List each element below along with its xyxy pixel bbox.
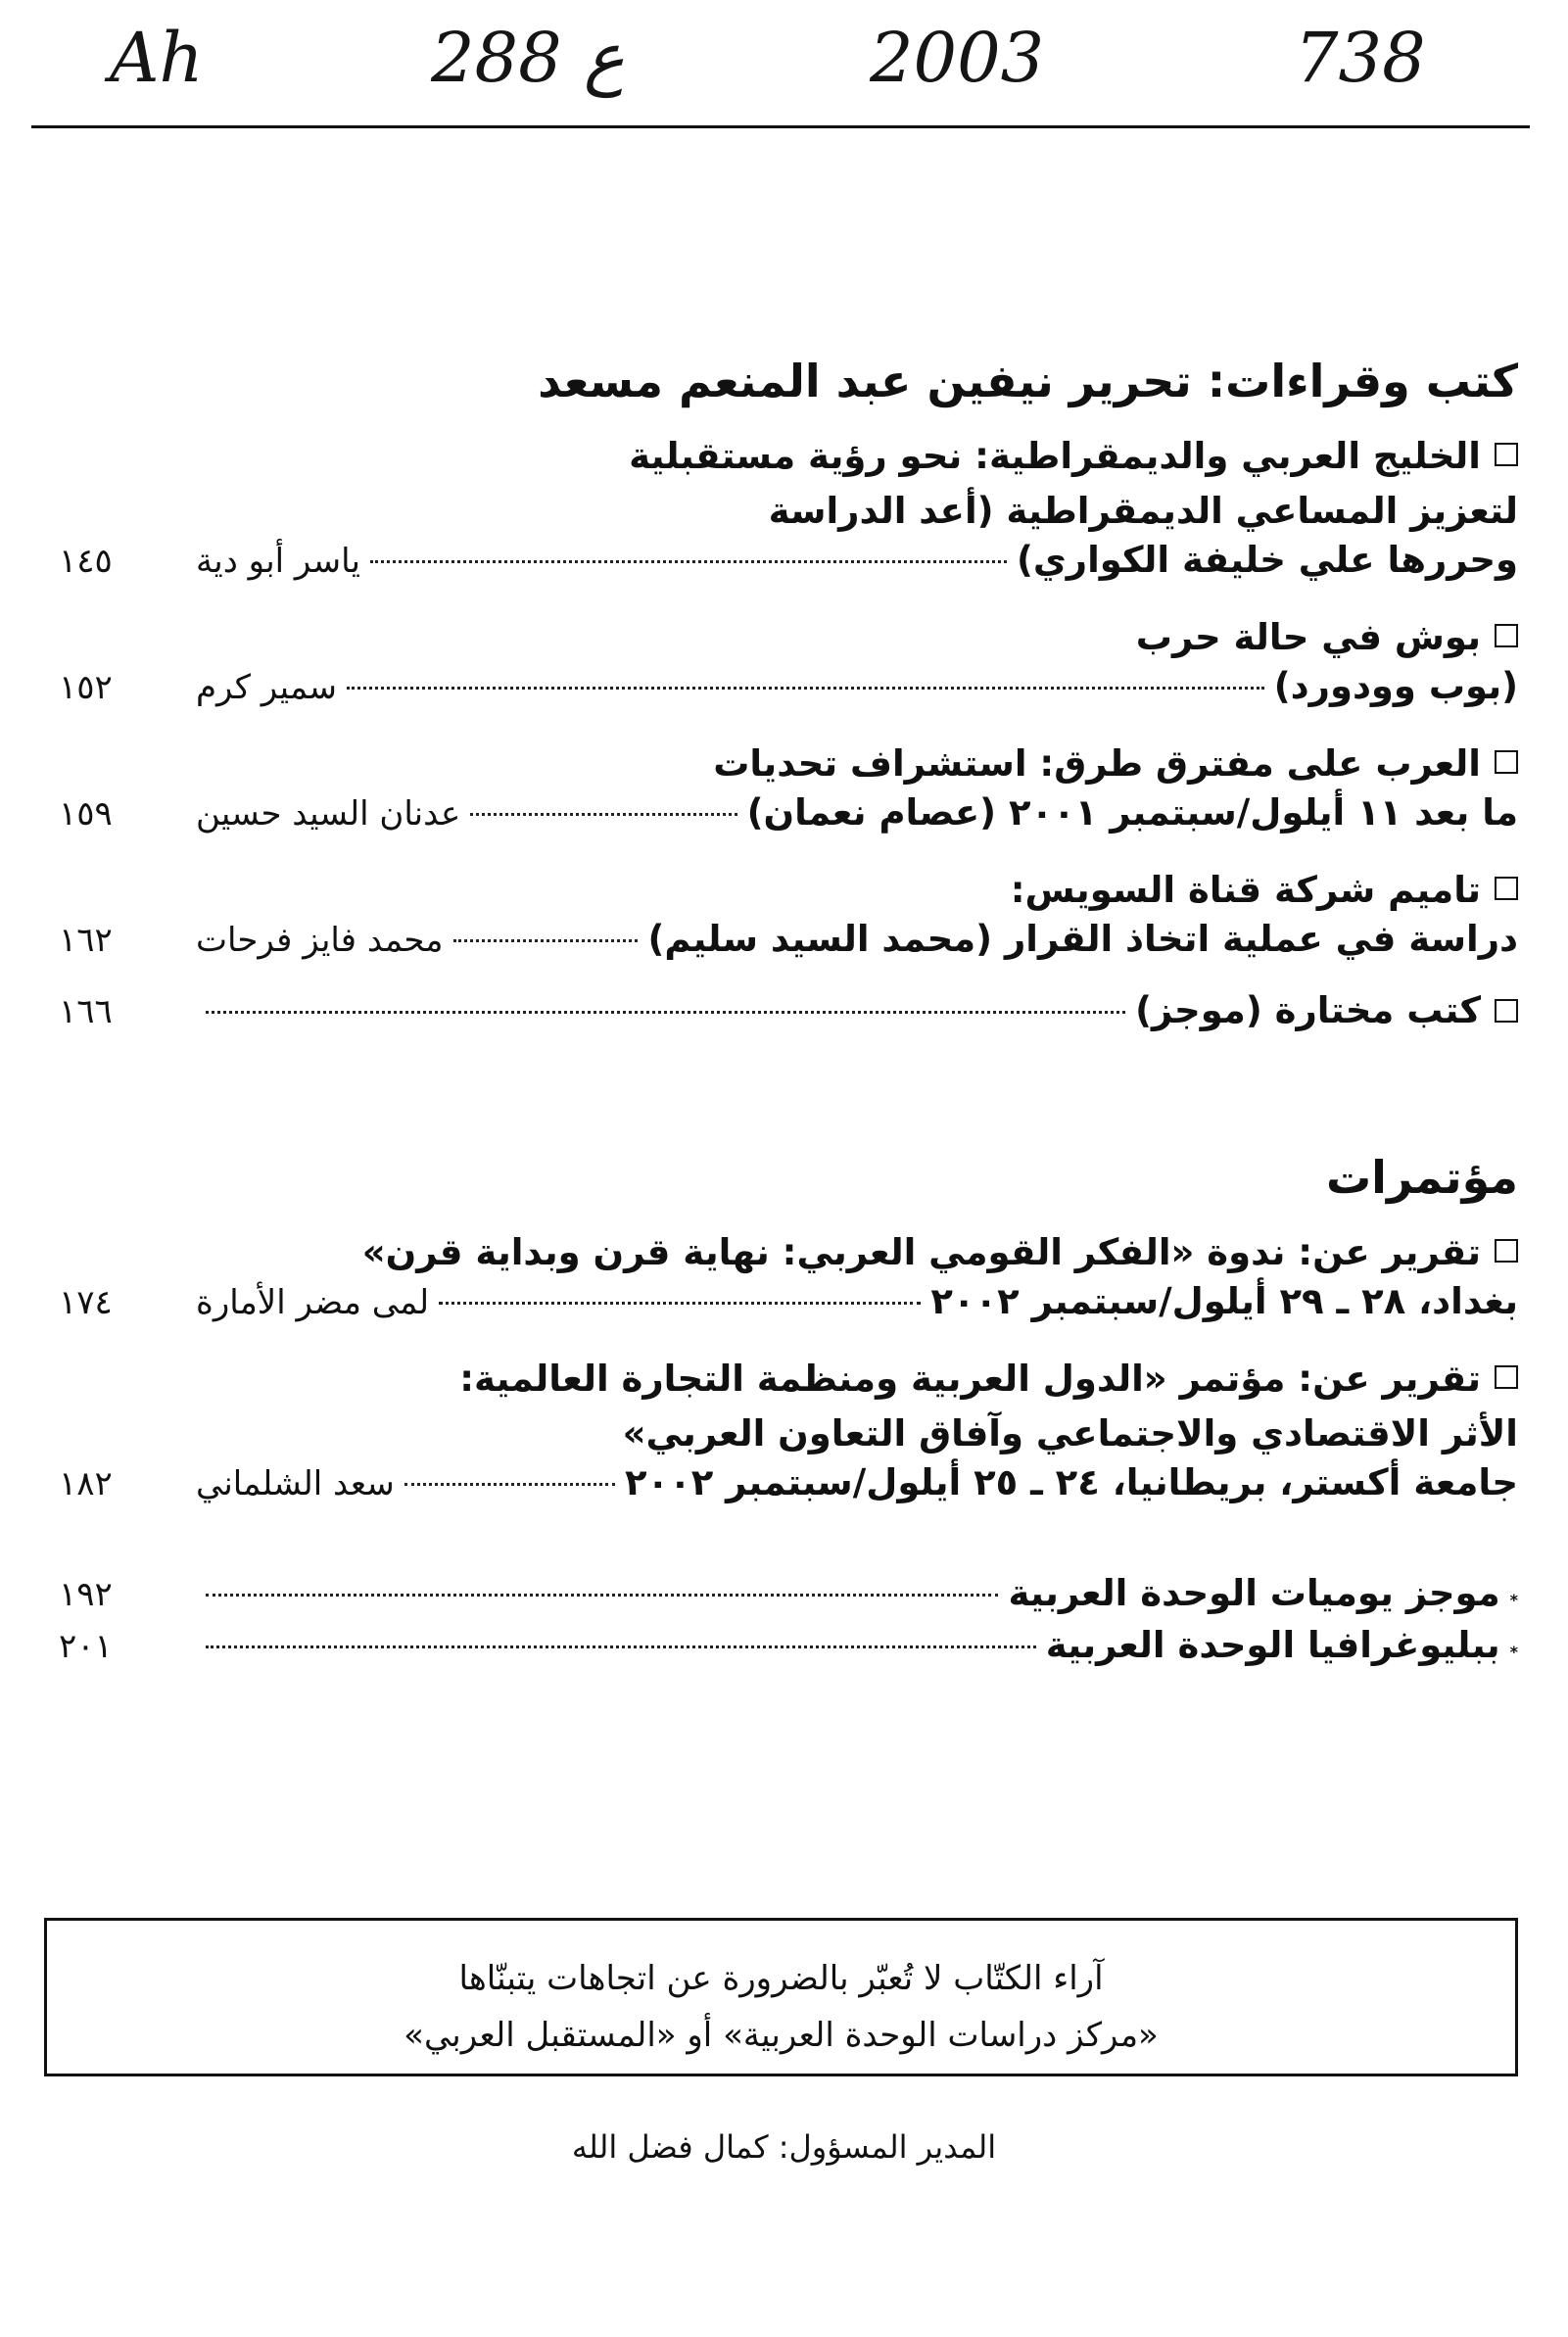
toc-entry-line [59,737,1518,791]
toc-entry-line [59,1352,1518,1407]
toc-entry-text: العرب على مفترق طرق: استشراف تحديات [713,741,1481,785]
dot-leader [206,1594,998,1597]
toc-entry-line [59,484,1518,539]
dot-leader [206,1645,1036,1648]
toc-entry-page: ١٨٢ [59,1463,113,1503]
toc-entry-author: سعد الشلماني [196,1463,395,1503]
asterisk-icon: * [1509,1642,1518,1661]
toc-entry-author: ياسر أبو دية [196,541,360,581]
toc-entry-title: دراسة في عملية اتخاذ القرار (محمد السيد سليم) [647,917,1518,960]
checkbox-square-icon [1495,999,1518,1023]
handwritten-note: 2003 [870,18,1045,98]
toc-entry-author: محمد فايز فرحات [196,920,444,960]
disclaimer-line: «مركز دراسات الوحدة العربية» أو «المستقبل العربي» [404,2016,1159,2055]
dot-leader [470,813,736,816]
toc-entry [59,610,1518,707]
toc-entry-page: ١٦٢ [59,920,113,960]
checkbox-square-icon [1495,443,1518,466]
handwritten-note: 738 [1295,18,1426,98]
toc-entry-line [59,863,1518,918]
toc-entry [59,989,1518,1031]
asterisk-icon: * [1509,1590,1518,1609]
toc-entry-page: ١٧٤ [59,1282,113,1322]
managing-director: المدير المسؤول: كمال فضل الله [571,2128,997,2166]
books-editor: تحرير نيفين عبد المنعم مسعد [538,355,1192,407]
toc-entry-text: تقرير عن: ندوة «الفكر القومي العربي: نهاية قرن وبداية قرن» [361,1230,1481,1273]
dot-leader [439,1302,921,1305]
toc-entry-text: الخليج العربي والديمقراطية: نحو رؤية مستقبلية [629,434,1481,477]
dot-leader [206,1011,1125,1014]
checkbox-square-icon [1495,1239,1518,1263]
extra-entry-page: ٢٠١ [59,1626,113,1666]
disclaimer-line: آراء الكتّاب لا تُعبّر بالضرورة عن اتجاهات يتبنّاها [458,1959,1104,1998]
toc-entry-title: ما بعد ١١ أيلول/سبتمبر ٢٠٠١ (عصام نعمان) [746,790,1518,834]
toc-entry-line [59,429,1518,484]
toc-entry-last-line [59,989,1518,1031]
toc-entry-last-line [59,791,1518,834]
toc-entry [59,737,1518,834]
toc-entry-page: ١٥٢ [59,667,113,707]
toc-entry-line [59,1407,1518,1461]
toc-entry [59,1225,1518,1322]
books-title: كتب وقراءات: [1207,355,1518,407]
section-gap [59,1061,1518,1149]
table-of-contents [59,353,1518,1676]
toc-entry-title: (بوب وودورد) [1273,664,1518,707]
books-section-title [59,353,1518,411]
checkbox-square-icon [1495,750,1518,774]
toc-entry-author: سمير كرم [196,667,337,707]
dot-leader [453,939,639,942]
toc-entry-last-line [59,665,1518,707]
toc-entry-page: ١٤٥ [59,541,113,581]
extra-entry [59,1572,1518,1614]
toc-entry-author: عدنان السيد حسين [196,793,461,834]
toc-entry-line [59,1225,1518,1280]
extra-entry [59,1624,1518,1666]
dot-leader [404,1483,615,1486]
checkbox-square-icon [1495,877,1518,900]
toc-entry-last-line [59,918,1518,960]
dot-leader [347,687,1264,690]
toc-entry-title: وحررها علي خليفة الكواري) [1016,538,1518,581]
checkbox-square-icon [1495,1365,1518,1389]
checkbox-square-icon [1495,624,1518,647]
extra-entry-page: ١٩٢ [59,1574,113,1614]
handwritten-note: 288 ع [431,18,625,98]
toc-entry-text: بوش في حالة حرب [1135,615,1481,658]
extras-list [59,1572,1518,1666]
toc-entry [59,429,1518,581]
toc-entry-text: تاميم شركة قناة السويس: [1010,868,1481,911]
toc-entry-text: تقرير عن: مؤتمر «الدول العربية ومنظمة التجارة العالمية: [459,1357,1481,1400]
toc-entry-last-line [59,539,1518,581]
disclaimer-box [44,1918,1518,2076]
toc-entry-last-line [59,1280,1518,1322]
extra-entry-title: ببليوغرافيا الوحدة العربية [1045,1623,1500,1666]
dot-leader [370,560,1007,563]
toc-entry-text: لتعزيز المساعي الديمقراطية (أعد الدراسة [768,489,1518,532]
conferences-list [59,1225,1518,1503]
top-rule [31,125,1530,128]
toc-entry-line [59,610,1518,665]
toc-entry-title: كتب مختارة (موجز) [1135,988,1481,1031]
toc-entry-title: جامعة أكستر، بريطانيا، ٢٤ ـ ٢٥ أيلول/سبتمبر ٢٠٠٢ [624,1460,1518,1503]
toc-entry [59,1352,1518,1503]
handwritten-note: Ah [110,18,204,98]
toc-entry-page: ١٦٦ [59,991,113,1031]
books-list [59,429,1518,1031]
toc-entry-author: لمى مضر الأمارة [196,1282,430,1322]
extra-entry-title: موجز يوميات الوحدة العربية [1008,1571,1500,1614]
toc-entry-page: ١٥٩ [59,793,113,834]
conferences-section-title: مؤتمرات [1325,1150,1518,1204]
toc-entry-text: الأثر الاقتصادي والاجتماعي وآفاق التعاون العربي» [622,1411,1518,1455]
toc-entry-title: بغداد، ٢٨ ـ ٢٩ أيلول/سبتمبر ٢٠٠٢ [930,1279,1518,1322]
toc-entry-last-line [59,1461,1518,1503]
toc-entry [59,863,1518,960]
